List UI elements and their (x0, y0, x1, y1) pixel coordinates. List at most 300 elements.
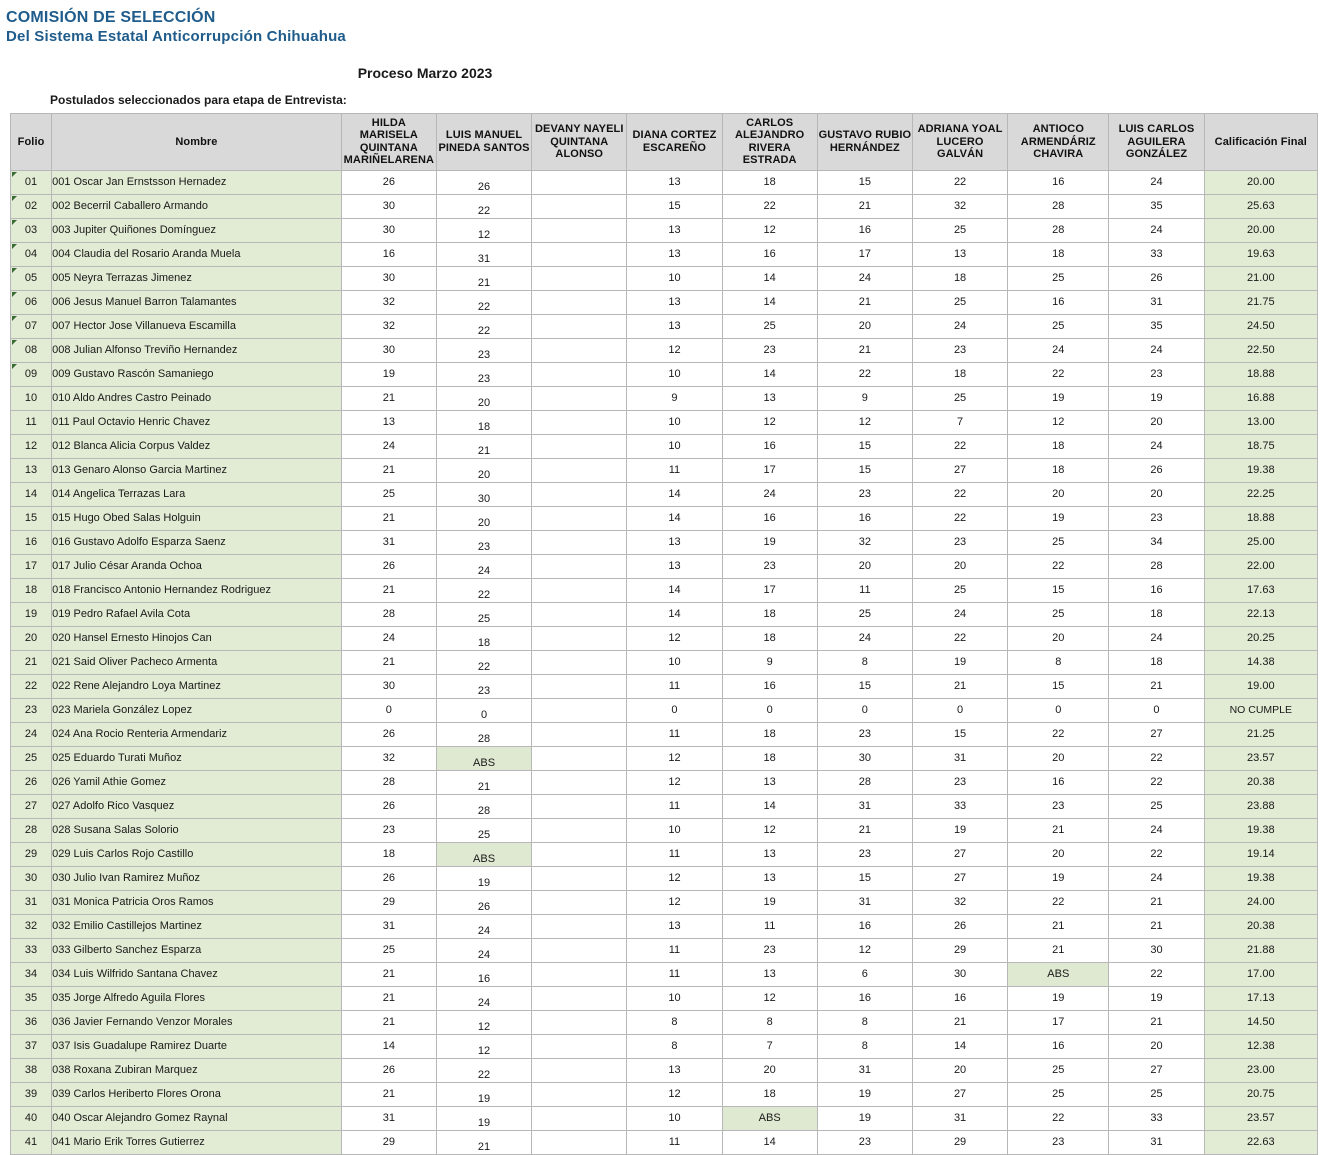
cell-score (532, 890, 627, 914)
cell-score: 17 (817, 242, 912, 266)
cell-score: 24 (1008, 338, 1109, 362)
cell-score: 18 (436, 626, 531, 650)
cell-score: 24 (912, 314, 1007, 338)
cell-score: 31 (436, 242, 531, 266)
cell-folio: 20 (11, 626, 52, 650)
cell-score: 15 (817, 674, 912, 698)
cell-score: 13 (912, 242, 1007, 266)
cell-score: 16 (1109, 578, 1204, 602)
cell-score: 22 (436, 1058, 531, 1082)
cell-score: 30 (912, 962, 1007, 986)
cell-score: 10 (627, 650, 722, 674)
cell-score: 0 (1008, 698, 1109, 722)
cell-score: 21 (341, 650, 436, 674)
cell-score: 31 (341, 1106, 436, 1130)
cell-nombre: 002 Becerril Caballero Armando (52, 194, 342, 218)
cell-score: 27 (912, 842, 1007, 866)
cell-score: 16 (722, 506, 817, 530)
cell-score (532, 314, 627, 338)
cell-final-score: 23.00 (1204, 1058, 1317, 1082)
cell-score: 23 (817, 842, 912, 866)
cell-score: 10 (627, 818, 722, 842)
table-row (11, 1034, 1318, 1058)
cell-score: 20 (817, 314, 912, 338)
cell-score: 13 (627, 170, 722, 194)
document-title: Proceso Marzo 2023 (357, 64, 493, 81)
cell-score: 16 (817, 986, 912, 1010)
cell-folio: 12 (11, 434, 52, 458)
cell-folio: 28 (11, 818, 52, 842)
cell-score: 0 (912, 698, 1007, 722)
cell-score: 16 (817, 914, 912, 938)
cell-score: 25 (1109, 1082, 1204, 1106)
cell-score: 20 (1008, 482, 1109, 506)
comment-flag-icon (12, 196, 17, 201)
cell-score: 16 (817, 218, 912, 242)
column-header-evaluator-9: LUIS CARLOS AGUILERA GONZÁLEZ (1109, 113, 1204, 170)
cell-folio: 01 (11, 170, 52, 194)
cell-score: 22 (436, 194, 531, 218)
cell-score: 19 (817, 1106, 912, 1130)
cell-score: 21 (1109, 674, 1204, 698)
cell-nombre: 036 Javier Fernando Venzor Morales (52, 1010, 342, 1034)
cell-score: 24 (1109, 434, 1204, 458)
cell-folio: 23 (11, 698, 52, 722)
cell-nombre: 016 Gustavo Adolfo Esparza Saenz (52, 530, 342, 554)
cell-score: 14 (722, 290, 817, 314)
cell-score (532, 698, 627, 722)
cell-score (532, 602, 627, 626)
cell-score: 32 (912, 194, 1007, 218)
cell-score: 26 (341, 1058, 436, 1082)
cell-score: 19 (436, 1106, 531, 1130)
cell-nombre: 041 Mario Erik Torres Gutierrez (52, 1130, 342, 1154)
cell-score (532, 986, 627, 1010)
cell-score: 29 (341, 1130, 436, 1154)
cell-final-score: 23.57 (1204, 1106, 1317, 1130)
cell-score: 21 (817, 290, 912, 314)
cell-score: 22 (436, 578, 531, 602)
cell-nombre: 027 Adolfo Rico Vasquez (52, 794, 342, 818)
cell-score: 23 (1008, 794, 1109, 818)
cell-score: 26 (341, 722, 436, 746)
cell-final-score: 12.38 (1204, 1034, 1317, 1058)
cell-score: 18 (436, 410, 531, 434)
cell-score: 20 (912, 554, 1007, 578)
table-row (11, 770, 1318, 794)
cell-score (532, 482, 627, 506)
column-header-evaluator-6: GUSTAVO RUBIO HERNÁNDEZ (817, 113, 912, 170)
cell-folio: 41 (11, 1130, 52, 1154)
cell-score: 14 (627, 578, 722, 602)
cell-score: 22 (912, 170, 1007, 194)
cell-score: 9 (817, 386, 912, 410)
table-row (11, 242, 1318, 266)
cell-score: 21 (1008, 914, 1109, 938)
cell-score: 11 (627, 842, 722, 866)
cell-score: 24 (817, 266, 912, 290)
cell-final-score: 20.00 (1204, 170, 1317, 194)
cell-score: 24 (1109, 170, 1204, 194)
cell-score: 18 (1008, 242, 1109, 266)
cell-folio: 14 (11, 482, 52, 506)
cell-score (532, 194, 627, 218)
table-row (11, 746, 1318, 770)
cell-nombre: 022 Rene Alejandro Loya Martinez (52, 674, 342, 698)
cell-score: 32 (912, 890, 1007, 914)
cell-final-score: 14.38 (1204, 650, 1317, 674)
cell-score: 12 (817, 410, 912, 434)
cell-nombre: 038 Roxana Zubiran Marquez (52, 1058, 342, 1082)
table-row (11, 722, 1318, 746)
cell-score: 13 (722, 962, 817, 986)
cell-score: 30 (341, 218, 436, 242)
cell-score: 24 (436, 938, 531, 962)
cell-nombre: 028 Susana Salas Solorio (52, 818, 342, 842)
cell-nombre: 012 Blanca Alicia Corpus Valdez (52, 434, 342, 458)
cell-score: 18 (1109, 650, 1204, 674)
cell-nombre: 030 Julio Ivan Ramirez Muñoz (52, 866, 342, 890)
cell-score: 13 (627, 554, 722, 578)
cell-score: 18 (341, 842, 436, 866)
cell-score: 23 (1109, 506, 1204, 530)
cell-score: 25 (1008, 1058, 1109, 1082)
cell-score: 31 (341, 530, 436, 554)
table-row (11, 554, 1318, 578)
cell-folio: 40 (11, 1106, 52, 1130)
cell-score: 18 (1008, 434, 1109, 458)
cell-nombre: 007 Hector Jose Villanueva Escamilla (52, 314, 342, 338)
comment-flag-icon (12, 364, 17, 369)
cell-score: 15 (1008, 578, 1109, 602)
cell-score: 21 (1008, 818, 1109, 842)
cell-score (532, 842, 627, 866)
cell-nombre: 013 Genaro Alonso Garcia Martinez (52, 458, 342, 482)
organization-title (0, 0, 1330, 47)
cell-score: 11 (627, 794, 722, 818)
cell-score: 23 (436, 362, 531, 386)
cell-score: 16 (1008, 770, 1109, 794)
cell-score: 33 (1109, 242, 1204, 266)
cell-score: 19 (1109, 386, 1204, 410)
cell-score (532, 938, 627, 962)
cell-score: 30 (341, 674, 436, 698)
table-header (11, 113, 1318, 170)
cell-final-score: 17.00 (1204, 962, 1317, 986)
cell-score: 15 (817, 170, 912, 194)
cell-score: 10 (627, 410, 722, 434)
cell-score: 16 (722, 242, 817, 266)
cell-final-score: 18.75 (1204, 434, 1317, 458)
table-row (11, 1082, 1318, 1106)
cell-score: 20 (1008, 626, 1109, 650)
cell-score: 31 (912, 746, 1007, 770)
cell-score: 0 (722, 698, 817, 722)
cell-nombre: 008 Julian Alfonso Treviño Hernandez (52, 338, 342, 362)
cell-folio: 38 (11, 1058, 52, 1082)
cell-score: 19 (722, 530, 817, 554)
cell-score: 21 (341, 1082, 436, 1106)
cell-score: 22 (1109, 746, 1204, 770)
cell-score: 31 (1109, 1130, 1204, 1154)
cell-nombre: 032 Emilio Castillejos Martinez (52, 914, 342, 938)
cell-nombre: 010 Aldo Andres Castro Peinado (52, 386, 342, 410)
cell-score: 18 (912, 266, 1007, 290)
cell-folio: 04 (11, 242, 52, 266)
cell-score: 12 (436, 1034, 531, 1058)
cell-score (532, 410, 627, 434)
cell-score: 28 (341, 602, 436, 626)
cell-score: 16 (341, 242, 436, 266)
cell-score: 23 (1008, 1130, 1109, 1154)
cell-folio: 15 (11, 506, 52, 530)
cell-score: 13 (627, 314, 722, 338)
cell-score: 11 (627, 962, 722, 986)
cell-score: 24 (1109, 818, 1204, 842)
table-row (11, 866, 1318, 890)
cell-score: 30 (1109, 938, 1204, 962)
cell-score: 12 (722, 818, 817, 842)
cell-score (532, 1082, 627, 1106)
cell-score: 16 (722, 434, 817, 458)
cell-score: 23 (817, 482, 912, 506)
cell-final-score: 14.50 (1204, 1010, 1317, 1034)
cell-final-score: 20.00 (1204, 218, 1317, 242)
cell-score: 17 (722, 578, 817, 602)
cell-score: 19 (436, 1082, 531, 1106)
cell-score: 19 (1109, 986, 1204, 1010)
cell-score: 32 (341, 314, 436, 338)
cell-score (532, 770, 627, 794)
cell-score: 29 (341, 890, 436, 914)
cell-score: 22 (1008, 554, 1109, 578)
cell-score: 25 (817, 602, 912, 626)
cell-score: ABS (1008, 962, 1109, 986)
cell-score: 11 (627, 1130, 722, 1154)
cell-score: 21 (817, 338, 912, 362)
cell-score: 13 (627, 914, 722, 938)
cell-score: 13 (627, 218, 722, 242)
cell-score: 13 (722, 866, 817, 890)
cell-score: 32 (341, 746, 436, 770)
cell-score: 21 (912, 674, 1007, 698)
cell-folio: 06 (11, 290, 52, 314)
cell-score (532, 1058, 627, 1082)
cell-folio: 16 (11, 530, 52, 554)
cell-final-score: 25.63 (1204, 194, 1317, 218)
cell-score: 20 (1109, 410, 1204, 434)
cell-score: 25 (341, 482, 436, 506)
cell-score: 31 (1109, 290, 1204, 314)
cell-score (532, 434, 627, 458)
cell-score: 0 (1109, 698, 1204, 722)
results-table (10, 113, 1318, 1155)
cell-score: 12 (627, 746, 722, 770)
cell-score: 21 (341, 986, 436, 1010)
cell-score: 19 (1008, 866, 1109, 890)
cell-score: 9 (627, 386, 722, 410)
cell-score: 18 (1109, 602, 1204, 626)
cell-score: 19 (1008, 986, 1109, 1010)
cell-nombre: 039 Carlos Heriberto Flores Orona (52, 1082, 342, 1106)
table-row (11, 194, 1318, 218)
cell-score: 22 (1008, 890, 1109, 914)
cell-score: 0 (627, 698, 722, 722)
cell-score: 22 (1109, 962, 1204, 986)
cell-score: 21 (341, 962, 436, 986)
cell-score: 20 (912, 1058, 1007, 1082)
cell-score: 12 (722, 410, 817, 434)
cell-score: 15 (627, 194, 722, 218)
cell-final-score: 25.00 (1204, 530, 1317, 554)
cell-score: 13 (722, 770, 817, 794)
cell-score: 21 (1109, 914, 1204, 938)
cell-final-score: 22.00 (1204, 554, 1317, 578)
cell-score: 14 (722, 794, 817, 818)
cell-score: 24 (341, 434, 436, 458)
cell-score: 25 (912, 386, 1007, 410)
cell-score (532, 338, 627, 362)
cell-score: 21 (341, 1010, 436, 1034)
cell-score: 16 (722, 674, 817, 698)
table-row (11, 650, 1318, 674)
cell-nombre: 006 Jesus Manuel Barron Talamantes (52, 290, 342, 314)
table-row (11, 674, 1318, 698)
cell-score: 31 (817, 794, 912, 818)
cell-nombre: 023 Mariela González Lopez (52, 698, 342, 722)
table-row (11, 602, 1318, 626)
cell-score: 35 (1109, 194, 1204, 218)
table-row (11, 458, 1318, 482)
cell-score: 13 (722, 386, 817, 410)
cell-score: 29 (912, 1130, 1007, 1154)
table-row (11, 1058, 1318, 1082)
cell-score: 19 (722, 890, 817, 914)
cell-score: 26 (1109, 266, 1204, 290)
cell-score: 24 (1109, 218, 1204, 242)
cell-final-score: 21.88 (1204, 938, 1317, 962)
cell-score: 28 (436, 794, 531, 818)
cell-score: 25 (341, 938, 436, 962)
cell-nombre: 005 Neyra Terrazas Jimenez (52, 266, 342, 290)
cell-score: 25 (912, 218, 1007, 242)
cell-score: 21 (341, 386, 436, 410)
table-row (11, 290, 1318, 314)
cell-nombre: 026 Yamil Athie Gomez (52, 770, 342, 794)
cell-score: 14 (722, 1130, 817, 1154)
cell-score: ABS (436, 746, 531, 770)
cell-score: 24 (817, 626, 912, 650)
table-row (11, 578, 1318, 602)
cell-score: 11 (627, 674, 722, 698)
cell-score: 26 (436, 890, 531, 914)
cell-folio: 19 (11, 602, 52, 626)
column-header-final-score: Calificación Final (1204, 113, 1317, 170)
cell-score: 12 (627, 338, 722, 362)
cell-score: 16 (912, 986, 1007, 1010)
cell-nombre: 033 Gilberto Sanchez Esparza (52, 938, 342, 962)
cell-final-score: 21.00 (1204, 266, 1317, 290)
cell-score (532, 554, 627, 578)
cell-score (532, 386, 627, 410)
cell-score: 27 (1109, 1058, 1204, 1082)
cell-nombre: 021 Said Oliver Pacheco Armenta (52, 650, 342, 674)
cell-nombre: 020 Hansel Ernesto Hinojos Can (52, 626, 342, 650)
column-header-evaluator-8: ANTIOCO ARMENDÁRIZ CHAVIRA (1008, 113, 1109, 170)
cell-score: 20 (436, 386, 531, 410)
cell-score: 8 (722, 1010, 817, 1034)
cell-score (532, 626, 627, 650)
cell-final-score: 22.25 (1204, 482, 1317, 506)
cell-score: 25 (912, 290, 1007, 314)
cell-final-score: 23.57 (1204, 746, 1317, 770)
cell-folio: 13 (11, 458, 52, 482)
cell-score: 27 (1109, 722, 1204, 746)
cell-score: 15 (817, 458, 912, 482)
cell-final-score: 18.88 (1204, 506, 1317, 530)
cell-score: 21 (1109, 890, 1204, 914)
cell-score (532, 170, 627, 194)
cell-score: 25 (436, 818, 531, 842)
cell-score: 21 (436, 266, 531, 290)
cell-score: 7 (912, 410, 1007, 434)
cell-score: 25 (1109, 794, 1204, 818)
cell-score: 10 (627, 362, 722, 386)
cell-nombre: 018 Francisco Antonio Hernandez Rodriguez (52, 578, 342, 602)
cell-score: 14 (722, 362, 817, 386)
cell-score: 21 (1109, 1010, 1204, 1034)
table-row (11, 482, 1318, 506)
cell-folio: 29 (11, 842, 52, 866)
cell-final-score: 20.38 (1204, 914, 1317, 938)
cell-score: 23 (722, 554, 817, 578)
cell-folio: 36 (11, 1010, 52, 1034)
cell-score: 25 (912, 578, 1007, 602)
cell-score: 24 (436, 986, 531, 1010)
cell-score (532, 266, 627, 290)
table-row (11, 434, 1318, 458)
comment-flag-icon (12, 172, 17, 177)
cell-score: 21 (341, 578, 436, 602)
cell-score: 30 (341, 194, 436, 218)
cell-nombre: 025 Eduardo Turati Muñoz (52, 746, 342, 770)
cell-score: 14 (627, 506, 722, 530)
cell-score: 25 (1008, 530, 1109, 554)
cell-final-score: 19.38 (1204, 866, 1317, 890)
cell-score: 32 (341, 290, 436, 314)
cell-nombre: 040 Oscar Alejandro Gomez Raynal (52, 1106, 342, 1130)
cell-score: 8 (627, 1034, 722, 1058)
cell-score: 21 (1008, 938, 1109, 962)
cell-score: 20 (1109, 1034, 1204, 1058)
cell-score: 23 (722, 338, 817, 362)
cell-score: 12 (627, 626, 722, 650)
cell-score: 25 (1008, 266, 1109, 290)
cell-nombre: 029 Luis Carlos Rojo Castillo (52, 842, 342, 866)
cell-folio: 34 (11, 962, 52, 986)
cell-final-score: 21.75 (1204, 290, 1317, 314)
cell-nombre: 031 Monica Patricia Oros Ramos (52, 890, 342, 914)
cell-score: 12 (817, 938, 912, 962)
column-header-folio: Folio (11, 113, 52, 170)
cell-score: 19 (436, 866, 531, 890)
cell-score: 8 (817, 650, 912, 674)
cell-score: 18 (722, 170, 817, 194)
cell-score: 27 (912, 866, 1007, 890)
cell-final-score: 17.13 (1204, 986, 1317, 1010)
column-header-evaluator-4: DIANA CORTEZ ESCAREÑO (627, 113, 722, 170)
cell-folio: 32 (11, 914, 52, 938)
